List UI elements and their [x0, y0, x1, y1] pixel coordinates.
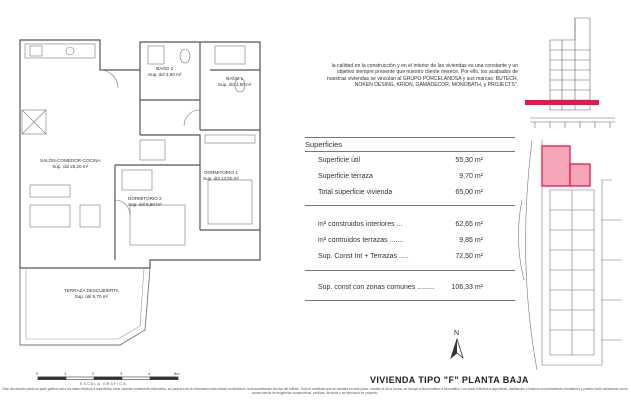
scale-number: 3 [120, 371, 123, 376]
surface-row-label: Superficie útil [318, 157, 361, 164]
scale-number: 0 [36, 371, 39, 376]
compass-label: N [454, 330, 460, 337]
surface-row-label: Sup. Const Int + Terrazas ..... [318, 253, 409, 260]
surface-row-value: 55,30 m² [455, 157, 483, 164]
room-bano-2 [148, 66, 181, 77]
intro-text: la calidad en la construcción y en el interior de las viviendas es una constante y un objetivo siempre presente que nuestro cliente merece. Por ello, los acabados de nuestras viviendas se vinculan al GRUPO PORCELANOSA y sus marcas: BUTECH, NOKEN DESING, KRION, GAMADECOR, MONOBATH, y PROJECTS". [326, 63, 518, 88]
room-name: DORMITORIO 2 [128, 196, 162, 201]
disclaimer: Este documento (tanto su parte gráfica como los datos relativos a superficies) tiene carácter meramente informativo, sin perjuicio de la información más exacta contenida en la documentación técnica del edificio. Todo el mobiliario que se muestra en este plano, incluido el de la cocina, se incluye a título estético e informativo. Los datos referidos a superficies, distribución y linderos son meramente orientativos y pueden sufrir variaciones como consecuencia de exigencias constructivas, jurídicas, técnicas o de ejecución de proyecto. [2, 387, 628, 395]
room-name: TERRAZA DESCUBIERTA [64, 288, 119, 293]
room-area: Sup. útil 9,70 m² [74, 293, 109, 299]
room-area: Sup. útil 3,50 m² [218, 81, 252, 87]
scale-number: 4 [148, 371, 151, 376]
room-terraza [64, 288, 119, 299]
surfaces-title: Superficies [305, 140, 343, 149]
surface-row-value: 9,70 m² [459, 173, 483, 180]
building-elevation [520, 10, 620, 130]
scale-label: ESCALA GRÁFICA [80, 382, 127, 386]
compass-arrow-icon [448, 338, 466, 360]
room-bano-1 [218, 76, 251, 87]
surface-row-value: 65,00 m² [455, 189, 483, 196]
surface-row-value: 62,65 m² [455, 221, 483, 228]
room-name: DORMITORIO 1 [204, 170, 238, 175]
room-area: Sup. útil 13,50 m² [203, 175, 240, 181]
room-area: Sup. útil 25,20 m² [52, 163, 89, 169]
surface-row-label: m² construidos interiores ... [318, 221, 403, 228]
room-dormitorio-1 [203, 170, 239, 181]
divider [305, 137, 515, 138]
scale-number: 1 [64, 371, 67, 376]
surface-row-label: Total superficie vivienda [318, 189, 393, 196]
room-name: SALÓN-COMEDOR-COCINA [40, 158, 101, 163]
plan-title: VIVIENDA TIPO "F" PLANTA BAJA [370, 375, 529, 385]
scale-number: 2 [92, 371, 95, 376]
divider [305, 270, 515, 271]
room-area: Sup. útil 3,50 m² [148, 71, 182, 77]
surface-row-label: Sup. const con zonas comunes ......... [318, 284, 435, 291]
surface-row-value: 106,33 m² [451, 284, 483, 291]
divider [305, 205, 515, 206]
scale-number: 5m [174, 371, 180, 376]
divider [305, 300, 515, 301]
divider [305, 151, 515, 152]
room-dormitorio-2 [128, 196, 162, 207]
room-area: Sup. útil 9,60 m² [128, 201, 162, 207]
surface-row-label: m² contruidos terrazas ....... [318, 237, 404, 244]
room-salon [40, 158, 101, 169]
site-plan [512, 140, 627, 370]
surface-row-value: 72,50 m² [455, 253, 483, 260]
surface-row-value: 9,85 m² [459, 237, 483, 244]
surface-row-label: Superficie terraza [318, 173, 373, 180]
room-name: BAÑO 1 [226, 76, 244, 81]
room-name: BAÑO 2 [156, 66, 174, 71]
floor-plan [0, 0, 300, 385]
